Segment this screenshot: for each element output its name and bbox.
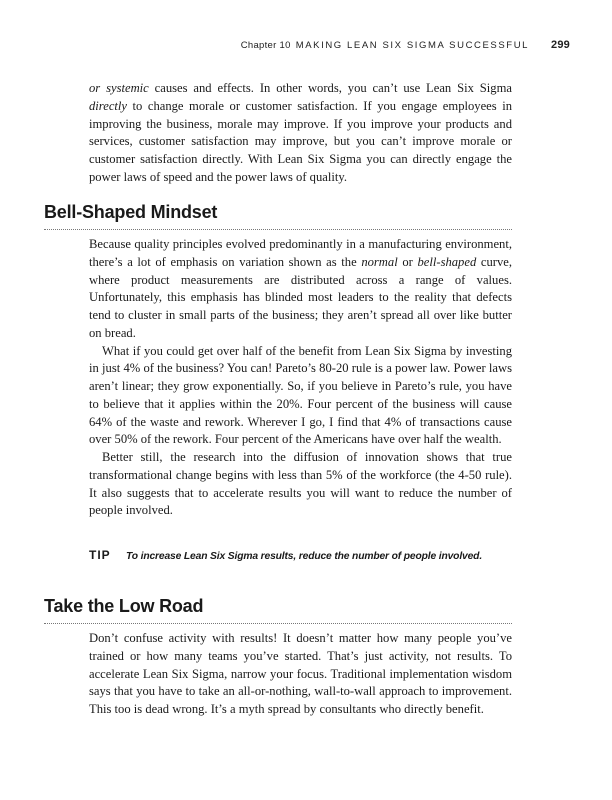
tip-callout — [89, 548, 519, 562]
bell-paragraph-3: Better still, the research into the diffusion of innovation shows that true transformational change begins with less than 5% of the workforce (the 4-50 rule). It also suggests that to accelerate results you will want to reduce the number of people involved. — [89, 450, 512, 518]
running-header — [241, 39, 570, 55]
low-road-paragraph-1: Don’t confuse activity with results! It doesn’t matter how many people you’ve trained or how many teams you’ve started. That’s just activity, not results. To accelerate Lean Six Sigma, narrow your focus. Traditional implementation wisdom says that you have to take an all-or-nothing, wall-to-wall approach to improvement. This too is dead wrong. It’s a myth spread by consultants who directly benefit. — [89, 631, 512, 716]
intro-text-1: causes and effects. In other words, you can’t use Lean Six Sigma — [148, 81, 512, 95]
section-heading-bell-shaped-mindset: Bell-Shaped Mindset — [44, 202, 512, 230]
intro-emphasis-directly: directly — [89, 98, 127, 113]
section-heading-take-the-low-road: Take the Low Road — [44, 596, 512, 624]
bell-paragraph-2: What if you could get over half of the benefit from Lean Six Sigma by investing in just 4% of the business? You can! Pareto’s 80-20 rule is a power law. Power laws aren’t linear; they grow exponentially. So, if you believe in Pareto’s rule, you have to believe that it applies within the 20%. Four percent of the business will cause 64% of the waste and rework. Wherever I go, I find that 4% of transactions cause over 50% of the rework. Four percent of the Americans have over half the wealth. — [89, 343, 512, 447]
bell-section-body — [89, 236, 512, 520]
intro-text-2: to change morale or customer satisfaction. If you engage employees in improving the business, morale may improve. If you improve your products and services, customer satisfaction may improve, but you can’t improve morale or customer satisfaction directly. With Lean Six Sigma you can directly engage the power laws of speed and the power laws of quality. — [89, 98, 512, 184]
emphasis-normal: normal — [361, 254, 398, 269]
emphasis-bell-shaped: bell-shaped — [417, 254, 477, 269]
bell-paragraph-1: Because quality principles evolved predominantly in a manufacturing environment, there’s a lot of emphasis on variation shown as the normal or bell-shaped curve, where product measurements are distributed across a range of values. Unfortunately, this emphasis has blinded most leaders to the reality that defects tend to cluster in small parts of the business; they aren’t spread all over like butter on bread. — [89, 237, 513, 340]
chapter-label: Chapter 10 — [240, 40, 291, 51]
page-number: 299 — [551, 39, 570, 51]
tip-label: TIP — [89, 548, 111, 562]
chapter-title: MAKING LEAN SIX SIGMA SUCCESSFUL — [295, 40, 530, 51]
intro-paragraph — [89, 80, 512, 187]
intro-emphasis-systemic: or systemic — [89, 81, 149, 95]
tip-text: To increase Lean Six Sigma results, reduce the number of people involved. — [126, 551, 483, 562]
low-road-section-body — [89, 630, 512, 719]
